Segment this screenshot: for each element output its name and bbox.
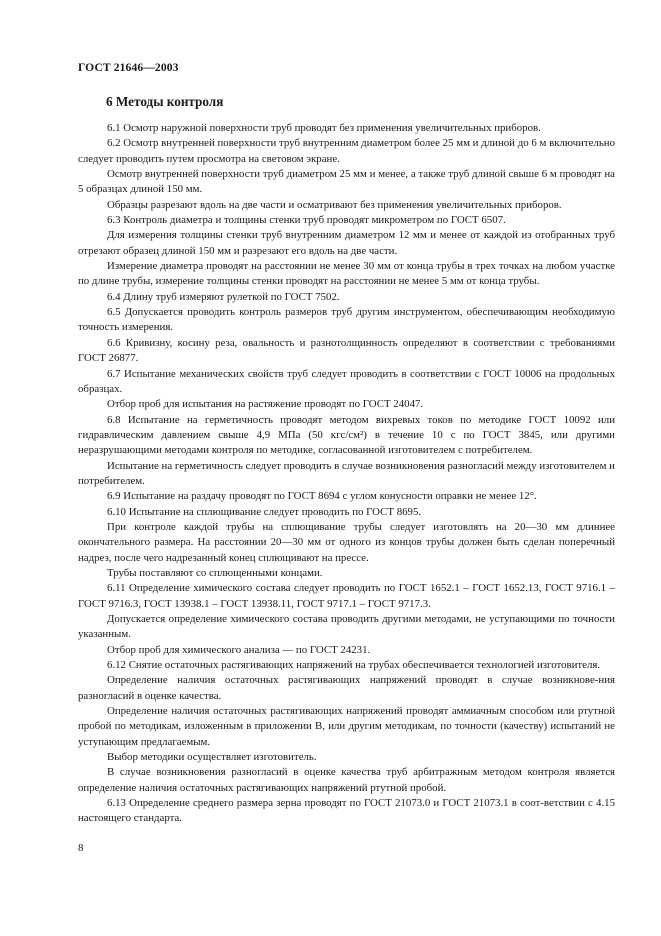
paragraph: Определение наличия остаточных растягивающих напряжений проводят в случае возникнове-ния разногласий в оценке качества. (78, 674, 615, 702)
paragraph-6-8: 6.8 Испытание на герметичность проводят методом вихревых токов по методике ГОСТ 10092 или гидравлическим давлением свыше 4,9 МПа (50 кгс/см²) в течение 10 с по ГОСТ 3845, или другими неразрушающими методами контроля по методике, согласованной изготовителем с потребителем. (78, 413, 615, 457)
paragraph-6-12: 6.12 Снятие остаточных растягивающих напряжений на трубах обеспечивается технологией изготовителя. (107, 659, 601, 672)
paragraph-6-9: 6.9 Испытание на раздачу проводят по ГОСТ 8694 с углом конусности оправки не менее 12°. (107, 490, 537, 503)
paragraph-6-11: 6.11 Определение химического состава следует проводить по ГОСТ 1652.1 – ГОСТ 1652.13, ГОСТ 9716.1 – ГОСТ 9716.3, ГОСТ 13938.1 – ГОСТ 13938.11, ГОСТ 9717.1 – ГОСТ 9717.3. (78, 582, 615, 610)
document-header: ГОСТ 21646—2003 (78, 61, 179, 74)
paragraph: Отбор проб для испытания на растяжение проводят по ГОСТ 24047. (107, 398, 424, 411)
paragraph-6-10: 6.10 Испытание на сплющивание следует проводить по ГОСТ 8695. (107, 505, 422, 518)
paragraph-6-2: 6.2 Осмотр внутренней поверхности труб внутренним диаметром более 25 мм и длиной до 6 м включительно следует проводить путем просмотра на световом экране. (78, 137, 615, 165)
paragraph: Образцы разрезают вдоль на две части и осматривают без применения увеличительных приборов. (107, 198, 562, 211)
paragraph: Для измерения толщины стенки труб внутренним диаметром 12 мм и менее от каждой из отобранных труб отрезают образец длиной 150 мм и разрезают его вдоль на две части. (78, 229, 615, 257)
paragraph: Допускается определение химического состава проводить другими методами, не уступающими по точности указанным. (78, 613, 615, 641)
page-number: 8 (78, 842, 84, 854)
paragraph-6-13: 6.13 Определение среднего размера зерна проводят по ГОСТ 21073.0 и ГОСТ 21073.1 в соот-ветствии с 4.15 настоящего стандарта. (78, 797, 615, 825)
paragraph: Выбор методики осуществляет изготовитель. (107, 751, 317, 764)
paragraph: Измерение диаметра проводят на расстоянии не менее 30 мм от конца трубы в трех точках на любом участке по длине трубы, измерение толщины стенки проводят на расстоянии не менее 5 мм от конца трубы. (78, 260, 615, 288)
paragraph-6-1: 6.1 Осмотр наружной поверхности труб проводят без применения увеличительных приборов. (107, 122, 541, 134)
paragraph: Осмотр внутренней поверхности труб диаметром 25 мм и менее, а также труб длиной свыше 6 м проводят на 5 образцах длиной 150 мм. (78, 168, 615, 196)
paragraph-6-6: 6.6 Кривизну, косину реза, овальность и разнотолщинность определяют в соответствии с требованиями ГОСТ 26877. (78, 336, 615, 365)
paragraph-6-7: 6.7 Испытание механических свойств труб следует проводить в соответствии с ГОСТ 10006 на продольных образцах. (78, 367, 615, 395)
paragraph: При контроле каждой трубы на сплющивание трубы следует изготовлять на 20—30 мм длиннее окончательного размера. На расстоянии 20—30 мм от одного из концов трубы должен быть сделан поперечный надрез, после чего надрезанный конец сплющивают на прессе. (78, 520, 615, 564)
paragraph: В случае возникновения разногласий в оценке качества труб арбитражным методом контроля является определение наличия остаточных растягивающих напряжений ртутной пробой. (78, 766, 615, 794)
paragraph: Испытание на герметичность следует проводить в случае возникновения разногласий между изготовителем и потребителем. (78, 459, 615, 487)
paragraph: Определение наличия остаточных растягивающих напряжений проводят аммиачным способом или ртутной пробой по методикам, изложенным в приложении В, или другим методикам, по точности (качеству) испытаний не уступающим предлагаемым. (78, 705, 615, 748)
paragraph-6-4: 6.4 Длину труб измеряют рулеткой по ГОСТ 7502. (107, 290, 340, 303)
paragraph-6-5: 6.5 Допускается проводить контроль размеров труб другим инструментом, обеспечивающим необходимую точность измерения. (78, 306, 615, 334)
paragraph: Трубы поставляют со сплющенными концами. (107, 566, 323, 579)
body-text (78, 121, 615, 827)
paragraph-6-3: 6.3 Контроль диаметра и толщины стенки труб проводят микрометром по ГОСТ 6507. (107, 214, 506, 227)
paragraph: Отбор проб для химического анализа — по ГОСТ 24231. (107, 643, 371, 656)
section-title: 6 Методы контроля (106, 94, 224, 109)
